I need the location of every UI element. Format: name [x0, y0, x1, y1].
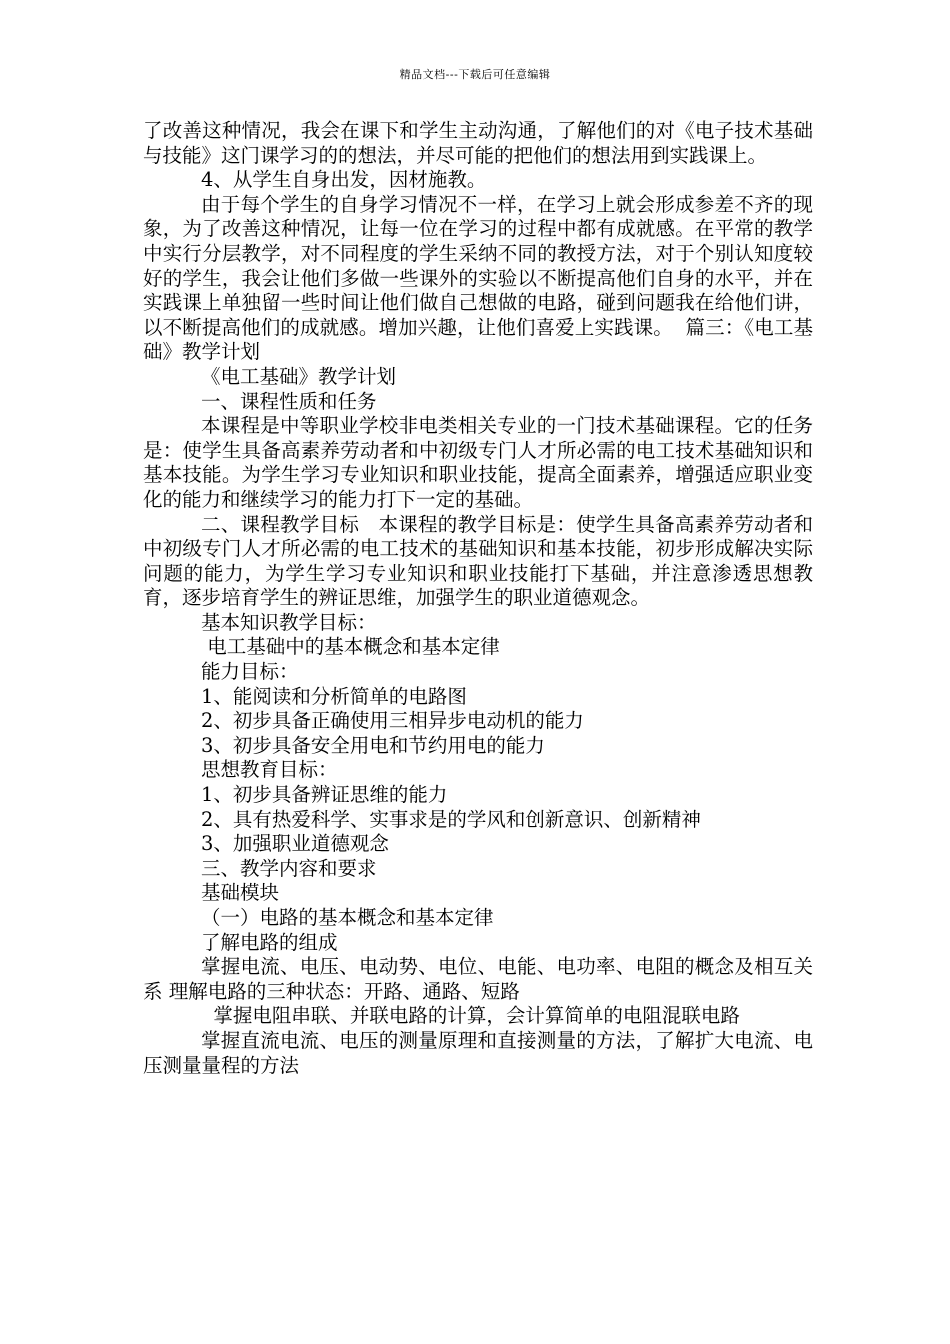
subheading: 能力目标： [201, 660, 299, 684]
subheading: （一）电路的基本概念和基本定律 [201, 906, 494, 929]
subheading: 基本知识教学目标： [201, 610, 377, 634]
paragraph: 掌握电流、电压、电动势、电位、电能、电功率、电阻的概念及相互关系 理解电路的三种状态：开路、通路、短路 [143, 955, 813, 1003]
list-item: 2、具有热爱科学、实事求是的学风和创新意识、创新精神 [201, 807, 701, 831]
list-item: 3、加强职业道德观念 [201, 832, 389, 856]
section-heading: 三、教学内容和要求 [201, 856, 377, 880]
page-header: 精品文档---下载后可任意编辑 [399, 68, 551, 81]
list-item: 了解电路的组成 [201, 930, 338, 954]
paragraph: 本课程是中等职业学校非电类相关专业的一门技术基础课程。它的任务是：使学生具备高素养劳动者和中初级专门人才所必需的电工技术基础知识和基本技能。为学生学习专业知识和职业技能，提高全面素养，增强适应职业变化的能力和继续学习的能力打下一定的基础。 [143, 414, 813, 511]
subheading: 思想教育目标： [201, 758, 338, 782]
subheading: 基础模块 [201, 881, 280, 905]
list-item: 2、初步具备正确使用三相异步电动机的能力 [201, 709, 584, 733]
list-item: 1、初步具备辨证思维的能力 [201, 783, 448, 807]
paragraph: 了改善这种情况，我会在课下和学生主动沟通，了解他们的对《电子技术基础与技能》这门课学习的的想法，并尽可能的把他们的想法用到实践课上。 [143, 119, 813, 167]
document-body [143, 119, 813, 1078]
list-item: 1、能阅读和分析简单的电路图 [201, 684, 467, 708]
document-title: 《电工基础》教学计划 [201, 364, 397, 388]
list-item: 电工基础中的基本概念和基本定律 [201, 635, 500, 659]
paragraph: 二、课程教学目标 本课程的教学目标是：使学生具备高素养劳动者和中初级专门人才所必需的电工技术的基础知识和基本技能，初步形成解决实际问题的能力，为学生学习专业知识和职业技能打下基础，并注意渗透思想教育，逐步培育学生的辨证思维，加强学生的职业道德观念。 [143, 512, 813, 610]
section-heading: 4、从学生自身出发，因材施教。 [201, 168, 487, 192]
paragraph: 掌握直流电流、电压的测量原理和直接测量的方法，了解扩大电流、电压测量量程的方法 [143, 1028, 813, 1077]
list-item: 3、初步具备安全用电和节约用电的能力 [201, 733, 545, 757]
paragraph: 由于每个学生的自身学习情况不一样，在学习上就会形成参差不齐的现象，为了改善这种情况，让每一位在学习的过程中都有成就感。在平常的教学中实行分层教学，对不同程度的学生采纳不同的教授方法，对于个别认知度较好的学生，我会让他们多做一些课外的实验以不断提高他们自身的水平，并在实践课上单独留一些时间让他们做自己想做的电路，碰到问题我在给他们讲，以不断提高他们的成就感。增加兴趣，让他们喜爱上实践课。 篇三：《电工基础》教学计划 [143, 192, 813, 364]
paragraph: 掌握电阻串联、并联电路的计算，会计算简单的电阻混联电路 [201, 1004, 740, 1028]
section-heading: 一、课程性质和任务 [201, 389, 377, 413]
